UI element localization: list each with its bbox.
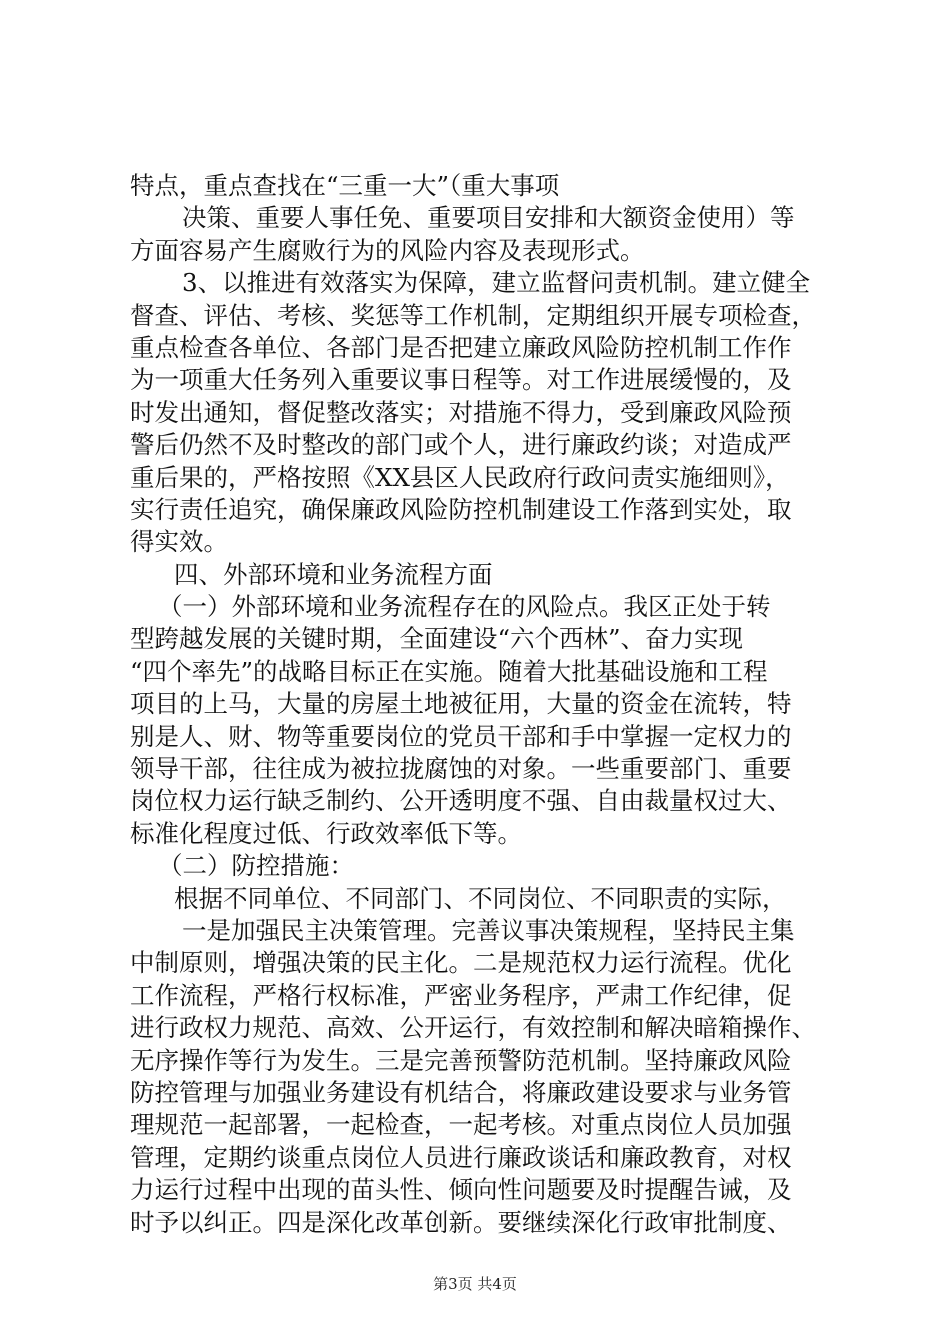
text-line: 力运行过程中出现的苗头性、倾向性问题要及时提醒告诫，及	[130, 1175, 792, 1205]
text-line: 决策、重要人事任免、重要项目安排和大额资金使用）等	[182, 203, 795, 233]
text-line: “四个率先”的战略目标正在实施。随着大批基础设施和工程	[130, 656, 768, 686]
text-line: 根据不同单位、不同部门、不同岗位、不同职责的实际，	[174, 883, 787, 913]
text-line: 岗位权力运行缺乏制约、公开透明度不强、自由裁量权过大、	[130, 786, 792, 816]
text-line: 实行责任追究，确保廉政风险防控机制建设工作落到实处，取	[130, 494, 792, 524]
text-line: 3、以推进有效落实为保障，建立监督问责机制。建立健全	[182, 268, 811, 298]
text-line: 时发出通知，督促整改落实；对措施不得力，受到廉政风险预	[130, 397, 792, 427]
text-line: 型跨越发展的关键时期，全面建设“六个西林”、奋力实现	[130, 624, 744, 654]
text-line: 无序操作等行为发生。三是完善预警防范机制。坚持廉政风险	[130, 1045, 792, 1075]
text-line: 管理，定期约谈重点岗位人员进行廉政谈话和廉政教育，对权	[130, 1142, 792, 1172]
text-line: 特点，重点查找在“三重一大”（重大事项	[130, 171, 560, 200]
text-line: 得实效。	[130, 527, 228, 557]
text-line: 领导干部，往往成为被拉拢腐蚀的对象。一些重要部门、重要	[130, 754, 792, 784]
text-line: 标准化程度过低、行政效率低下等。	[130, 818, 522, 848]
text-line: 中制原则，增强决策的民主化。二是规范权力运行流程。优化	[130, 948, 792, 978]
text-line: 工作流程，严格行权标准，严密业务程序，严肃工作纪律，促	[130, 980, 792, 1010]
text-line: 警后仍然不及时整改的部门或个人，进行廉政约谈；对造成严	[130, 430, 792, 460]
text-line: 项目的上马，大量的房屋土地被征用，大量的资金在流转，特	[130, 689, 792, 719]
subsection-heading: （二）防控措施：	[158, 851, 354, 881]
text-line: 为一项重大任务列入重要议事日程等。对工作进展缓慢的，及	[130, 365, 792, 395]
text-line: 重点检查各单位、各部门是否把建立廉政风险防控机制工作作	[130, 332, 792, 362]
section-heading: 四、外部环境和业务流程方面	[174, 559, 493, 589]
text-line: 一是加强民主决策管理。完善议事决策规程，坚持民主集	[182, 915, 795, 945]
text-line: 时予以纠正。四是深化改革创新。要继续深化行政审批制度、	[130, 1207, 792, 1237]
text-line: 进行政权力规范、高效、公开运行，有效控制和解决暗箱操作、	[130, 1013, 816, 1043]
text-line: 督查、评估、考核、奖惩等工作机制，定期组织开展专项检查，	[130, 300, 816, 330]
text-line: （一）外部环境和业务流程存在的风险点。我区正处于转	[158, 592, 771, 622]
text-line: 理规范一起部署，一起检查，一起考核。对重点岗位人员加强	[130, 1110, 792, 1140]
text-line: 防控管理与加强业务建设有机结合，将廉政建设要求与业务管	[130, 1077, 792, 1107]
text-line: 别是人、财、物等重要岗位的党员干部和手中掌握一定权力的	[130, 721, 792, 751]
document-body	[130, 170, 830, 1239]
text-line: 重后果的，严格按照《XX县区人民政府行政问责实施细则》，	[130, 462, 790, 492]
text-line: 方面容易产生腐败行为的风险内容及表现形式。	[130, 235, 645, 265]
page-number-footer: 第3页 共4页	[433, 1275, 517, 1293]
